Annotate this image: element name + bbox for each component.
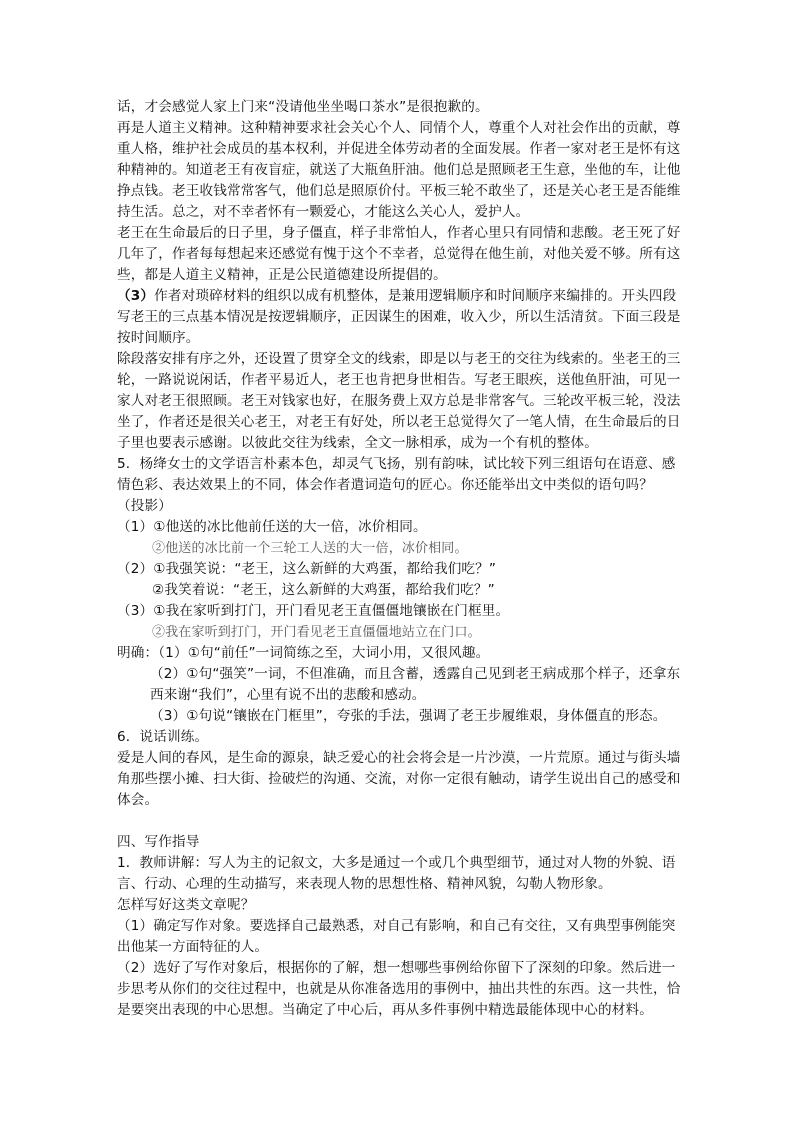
example-sentence: （2）①我强笑说：“老王，这么新鲜的大鸡蛋，都给我们吃？” [117, 561, 497, 577]
example-sentence: ②我在家听到打门，开门看见老王直僵僵地站立在门口。 [152, 625, 481, 640]
answer-line: 明确：（1）①句“前任”一词简练之至，大词小用，又很风趣。 [117, 645, 490, 661]
example-sentence: ②他送的冰比前一个三轮工人送的大一倍，冰价相同。 [152, 541, 468, 556]
answer-line: （3）①句说“镶嵌在门框里”，夸张的手法，强调了老王步履维艰，身体僵直的形态。 [150, 708, 667, 724]
paragraph [117, 286, 682, 349]
paragraph: 再是人道主义精神。这种精神要求社会关心个人、同情个人，尊重个人对社会作出的贡献，尊重人格，维护社会成员的基本权利，并促进全体劳动者的全面发展。作者一家对老王是怀有这种精神的。知道老王有夜盲症，就送了大瓶鱼肝油。他们总是照顾老王生意，坐他的车，让他挣点钱。老王收钱常常客气，他们总是照原价付。平板三轮不敢坐了，还是关心老王是否能维持生活。总之，对不幸者怀有一颗爱心，才能这么关心人，爱护人。 [117, 120, 681, 220]
projection-note: （投影） [117, 498, 172, 514]
answer-line: （2）①句“强笑”一词，不但准确，而且含蓄，透露自己见到老王病成那个样子，还拿东西来谢“我们”，心里有说不出的悲酸和感动。 [150, 666, 681, 703]
paragraph: 1．教师讲解：写人为主的记叙文，大多是通过一个或几个典型细节，通过对人物的外貌、语言、行动、心理的生动描写，来表现人物的思想性格、精神风貌，勾勒人物形象。 [117, 855, 676, 892]
section-item: 6．说话训练。 [117, 729, 209, 745]
example-sentence: （3）①我在家听到打门，开门看见老王直僵僵地镶嵌在门框里。 [117, 603, 510, 619]
example-sentence: ②我笑着说：“老王，这么新鲜的大鸡蛋，都给我们吃？” [152, 582, 495, 598]
paragraph-text: 作者对琐碎材料的组织以成有机整体，是兼用逻辑顺序和时间顺序来编排的。开头四段写老王的三点基本情况是按逻辑顺序，正因谋生的困难，收入少，所以生活清贫。下面三段是按时间顺序。 [117, 288, 681, 346]
spacer [117, 811, 682, 832]
paragraph: 爱是人间的春风，是生命的源泉，缺乏爱心的社会将会是一片沙漠，一片荒原。通过与街头墙角那些摆小摊、扫大街、捡破烂的沟通、交流，对你一定很有触动，请学生说出自己的感受和体会。 [117, 750, 681, 808]
example-sentence: （1）①他送的冰比他前任送的大一倍，冰价相同。 [117, 519, 427, 535]
paragraph: 老王在生命最后的日子里，身子僵直，样子非常怕人，作者心里只有同情和悲酸。老王死了好几年了，作者每每想起来还感觉有愧于这个不幸者，总觉得在他生前，对他关爱不够。所有这些，都是人道主义精神，正是公民道德建设所提倡的。 [117, 225, 681, 283]
paragraph: （2）选好了写作对象后，根据你的了解，想一想哪些事例给你留下了深刻的印象。然后进一步思考从你们的交往过程中，也就是从你准备选用的事例中，抽出共性的东西。这一共性，恰是要突出表现的中心思想。当确定了中心后，再从多件事例中精选最能体现中心的材料。 [117, 960, 681, 1018]
section-heading: 四、写作指导 [117, 834, 200, 850]
question: 5．杨绛女士的文学语言朴素本色，却灵气飞扬，别有韵味，试比较下列三组语句在语意、感情色彩、表达效果上的不同，体会作者遣词造句的匠心。你还能举出文中类似的语句吗？ [117, 456, 676, 493]
paragraph: 怎样写好这类文章呢？ [117, 897, 255, 913]
paragraph: 除段落安排有序之外，还设置了贯穿全文的线索，即是以与老王的交往为线索的。坐老王的三轮，一路说说闲话，作者平易近人，老王也肯把身世相告。写老王眼疾，送他鱼肝油，可见一家人对老王很照顾。老王对钱家也好，在服务费上双方总是非常客气。三轮改平板三轮，没法坐了，作者还是很关心老王，对老王有好处，所以老王总觉得欠了一笔人情，在生命最后的日子里也要表示感谢。以彼此交往为线索，全文一脉相承，成为一个有机的整体。 [117, 351, 681, 451]
paragraph: 话，才会感觉人家上门来“没请他坐坐喝口茶水”是很抱歉的。 [117, 99, 489, 115]
document-page [117, 97, 682, 1021]
item-number: （3） [117, 288, 155, 304]
paragraph: （1）确定写作对象。要选择自己最熟悉，对自己有影响，和自己有交往，又有典型事例能突出他某一方面特征的人。 [117, 918, 676, 955]
